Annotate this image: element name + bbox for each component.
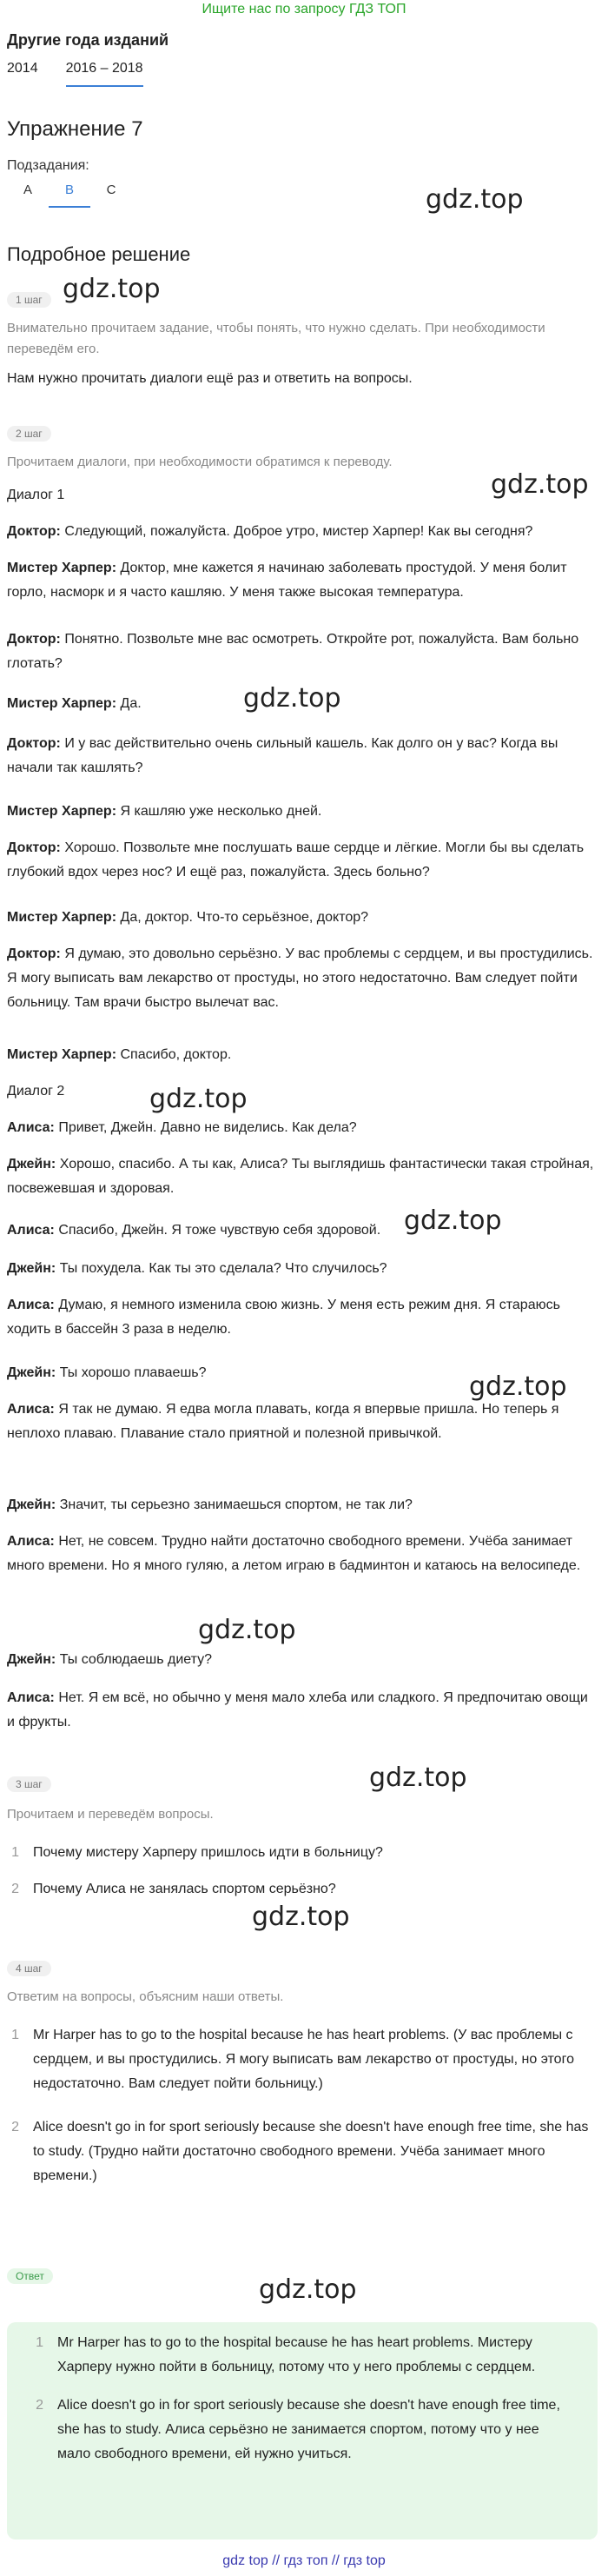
top-banner[interactable]: Ищите нас по запросу ГДЗ ТОП — [202, 2, 406, 17]
dialog-line: Алиса: Я так не думаю. Я едва могла плавать, когда я впервые пришла. Но теперь я неплохо плаваю. Плавание стало приятной и полезной привычкой. — [7, 1402, 559, 1441]
dialog-line: Алиса: Думаю, я немного изменила свою жизнь. У меня есть режим дня. Я стараюсь ходить в бассейн 3 раза в неделю. — [7, 1298, 560, 1337]
dialog-line: Мистер Харпер: Да. — [7, 696, 142, 711]
step-badge: 3 шаг — [7, 1776, 51, 1792]
dialog-line: Алиса: Привет, Джейн. Давно не виделись. Как дела? — [7, 1120, 357, 1135]
answers-list — [7, 2023, 598, 2201]
other-years-title: Другие года изданий — [7, 31, 169, 49]
watermark: gdz.top — [149, 1084, 248, 1114]
exercise-title: Упражнение 7 — [7, 117, 143, 141]
step-hint: Ответим на вопросы, объясним наши ответы. — [7, 1989, 284, 2004]
subtask-tab-c[interactable]: C — [106, 183, 116, 197]
watermark: gdz.top — [252, 1902, 350, 1932]
watermark: gdz.top — [243, 683, 341, 714]
answer-list — [31, 2331, 570, 2479]
solution-title: Подробное решение — [7, 243, 191, 265]
list-item: 2 Alice doesn't go in for sport seriously because she doesn't have enough free time, she has to study. (Трудно найти достаточно свободного времени. Учёба занимает много времени.) — [11, 2120, 589, 2183]
subtasks-label: Подзадания: — [7, 158, 89, 173]
dialog-line: Алиса: Спасибо, Джейн. Я тоже чувствую себя здоровой. — [7, 1223, 381, 1238]
year-tab-2014[interactable]: 2014 — [7, 61, 38, 76]
list-item: 2 Alice doesn't go in for sport seriously because she doesn't have enough free time, she has to study. Алиса серьёзно не занимается спортом, потому что у нее мало свободного времени, ей нужно учиться. — [36, 2398, 560, 2461]
watermark: gdz.top — [63, 274, 161, 304]
subtask-tab-b[interactable]: B — [49, 183, 90, 208]
dialog-line: Доктор: Хорошо. Позвольте мне послушать ваше сердце и лёгкие. Могли бы вы сделать глубокий вдох через нос? И ещё раз, пожалуйста. Здесь больно? — [7, 840, 585, 880]
dialog-line: Мистер Харпер: Доктор, мне кажется я начинаю заболевать простудой. У меня болит горло, насморк и я часто кашляю. У меня также высокая температура. — [7, 561, 567, 600]
dialog-line: Доктор: Понятно. Позвольте мне вас осмотреть. Откройте рот, пожалуйста. Вам больно глотать? — [7, 632, 579, 671]
step-badge: 4 шаг — [7, 1961, 51, 1976]
years-tabs — [7, 61, 143, 87]
watermark: gdz.top — [491, 469, 589, 500]
dialog-line: Джейн: Ты похудела. Как ты это сделала? Что случилось? — [7, 1261, 387, 1276]
year-tab-2016-2018[interactable]: 2016 – 2018 — [66, 61, 143, 87]
answer-badge: Ответ — [7, 2268, 53, 2284]
list-item: 1 Mr Harper has to go to the hospital because he has heart problems. (У вас проблемы с сердцем, и вы простудились. Я могу выписать вам лекарство от простуды, но этого недостаточно. Вам следует пойти больницу.) — [11, 2028, 574, 2091]
subtasks-tabs — [7, 183, 132, 208]
dialog-line: Доктор: И у вас действительно очень сильный кашель. Как долго он у вас? Когда вы начали так кашлять? — [7, 736, 558, 775]
watermark: gdz.top — [369, 1763, 467, 1793]
dialog-line: Джейн: Ты соблюдаешь диету? — [7, 1652, 213, 1667]
dialog-line: Алиса: Нет. Я ем всё, но обычно у меня мало хлеба или сладкого. Я предпочитаю овощи и фрукты. — [7, 1690, 588, 1730]
dialog-title: Диалог 2 — [7, 1084, 65, 1099]
step-text: Нам нужно прочитать диалоги ещё раз и ответить на вопросы. — [7, 371, 413, 386]
list-item: 1 Mr Harper has to go to the hospital because he has heart problems. Мистеру Харперу нужно пойти в больницу, потому что у него проблемы с сердцем. — [36, 2335, 536, 2374]
dialog-title: Диалог 1 — [7, 488, 65, 502]
list-item: 1 Почему мистеру Харперу пришлось идти в больницу? — [11, 1845, 383, 1860]
dialog-line: Мистер Харпер: Да, доктор. Что-то серьёзное, доктор? — [7, 910, 369, 925]
dialog-line: Доктор: Я думаю, это довольно серьёзно. У вас проблемы с сердцем, и вы простудились. Я могу выписать вам лекарство от простуды, но этого недостаточно. Вам следует пойти больницу. Там врачи быстро вылечат вас. — [7, 946, 593, 1010]
footer-links[interactable]: gdz top // гдз топ // гдз top — [222, 2553, 386, 2568]
watermark: gdz.top — [426, 184, 524, 215]
watermark: gdz.top — [469, 1371, 567, 1402]
list-item: 2 Почему Алиса не занялась спортом серьёзно? — [11, 1882, 336, 1896]
step-hint: Прочитаем диалоги, при необходимости обратимся к переводу. — [7, 455, 393, 469]
dialog-line: Мистер Харпер: Я кашляю уже несколько дней. — [7, 804, 322, 819]
step-hint: Прочитаем и переведём вопросы. — [7, 1807, 214, 1822]
dialog-line: Джейн: Ты хорошо плаваешь? — [7, 1365, 207, 1380]
watermark: gdz.top — [259, 2274, 357, 2305]
dialog-line: Джейн: Хорошо, спасибо. А ты как, Алиса? Ты выглядишь фантастически такая стройная, посвежевшая и здоровая. — [7, 1157, 594, 1196]
questions-list — [7, 1841, 598, 1914]
dialog-line: Доктор: Следующий, пожалуйста. Доброе утро, мистер Харпер! Как вы сегодня? — [7, 524, 533, 539]
subtask-tab-a[interactable]: A — [23, 183, 32, 197]
dialog-line: Джейн: Значит, ты серьезно занимаешься спортом, не так ли? — [7, 1497, 413, 1512]
dialog-line: Мистер Харпер: Спасибо, доктор. — [7, 1047, 232, 1062]
watermark: gdz.top — [198, 1615, 296, 1645]
step-hint: Внимательно прочитаем задание, чтобы понять, что нужно сделать. При необходимости переведём его. — [7, 321, 545, 356]
dialog-line: Алиса: Нет, не совсем. Трудно найти достаточно свободного времени. Учёба занимает много времени. Но я много гуляю, а летом играю в бадминтон и катаюсь на велосипеде. — [7, 1534, 581, 1573]
step-badge: 2 шаг — [7, 426, 51, 442]
watermark: gdz.top — [404, 1205, 502, 1236]
step-badge: 1 шаг — [7, 292, 51, 308]
